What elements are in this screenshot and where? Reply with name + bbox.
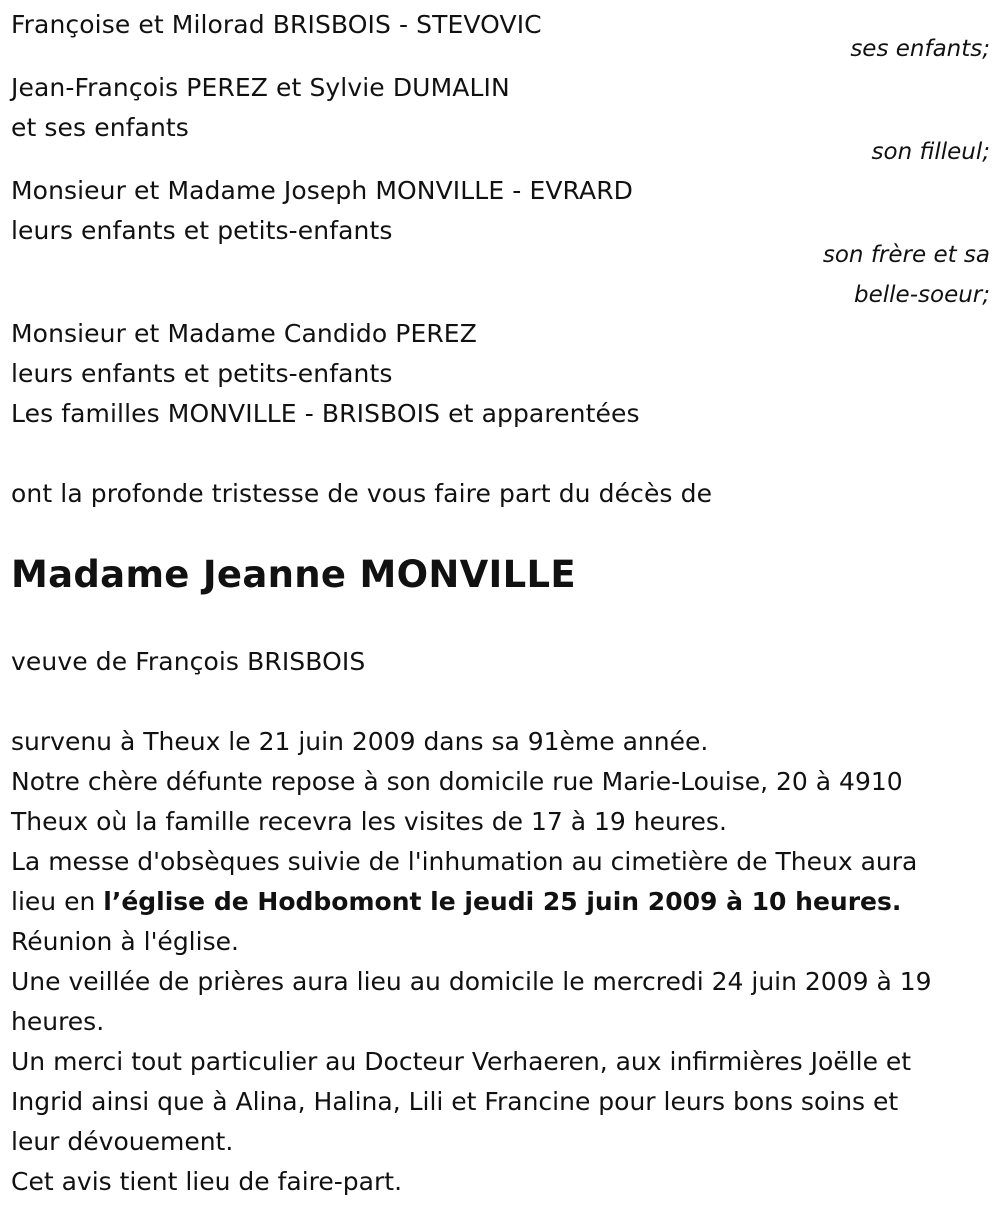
detail-line-10: Ingrid ainsi que à Alina, Halina, Lili et Francine pour leurs bons soins et: [11, 1087, 899, 1116]
family-group1-names: Françoise et Milorad BRISBOIS - STEVOVIC: [11, 10, 542, 39]
detail-line-2: Notre chère défunte repose à son domicile rue Marie-Louise, 20 à 4910: [11, 767, 903, 796]
detail-line-5-prefix: lieu en: [11, 887, 104, 916]
family-group4-line2: leurs enfants et petits-enfants: [11, 359, 393, 388]
detail-line-3: Theux où la famille recevra les visites de 17 à 19 heures.: [11, 807, 727, 836]
detail-line-8: heures.: [11, 1007, 105, 1036]
widow-of-text: veuve de François BRISBOIS: [11, 647, 366, 676]
detail-line-5: [11, 882, 901, 922]
detail-line-12: Cet avis tient lieu de faire-part.: [11, 1167, 403, 1196]
announcement-text: ont la profonde tristesse de vous faire part du décès de: [11, 479, 713, 508]
family-group2-line2: et ses enfants: [11, 113, 189, 142]
ceremony-details: l’église de Hodbomont le jeudi 25 juin 2009 à 10 heures.: [103, 887, 902, 916]
detail-line-6: Réunion à l'église.: [11, 927, 239, 956]
detail-line-9: Un merci tout particulier au Docteur Verhaeren, aux infirmières Joëlle et: [11, 1047, 912, 1076]
family-group3-relation-line1: son frère et sa: [822, 242, 990, 268]
detail-line-4: La messe d'obsèques suivie de l'inhumation au cimetière de Theux aura: [11, 847, 918, 876]
family-group1-relation: ses enfants;: [850, 36, 990, 62]
deceased-name: Madame Jeanne MONVILLE: [11, 553, 576, 596]
family-group3-relation-line2: belle-soeur;: [854, 282, 990, 308]
family-group3-line2: leurs enfants et petits-enfants: [11, 216, 393, 245]
family-group3-line1: Monsieur et Madame Joseph MONVILLE - EVRARD: [11, 176, 634, 205]
detail-line-11: leur dévouement.: [11, 1127, 234, 1156]
family-group2-relation: son filleul;: [871, 139, 990, 165]
family-group2-line1: Jean-François PEREZ et Sylvie DUMALIN: [11, 73, 510, 102]
family-group4-line1: Monsieur et Madame Candido PEREZ: [11, 319, 477, 348]
family-group4-line3: Les familles MONVILLE - BRISBOIS et apparentées: [11, 399, 640, 428]
detail-line-1: survenu à Theux le 21 juin 2009 dans sa 91ème année.: [11, 727, 709, 756]
detail-line-7: Une veillée de prières aura lieu au domicile le mercredi 24 juin 2009 à 19: [11, 967, 932, 996]
